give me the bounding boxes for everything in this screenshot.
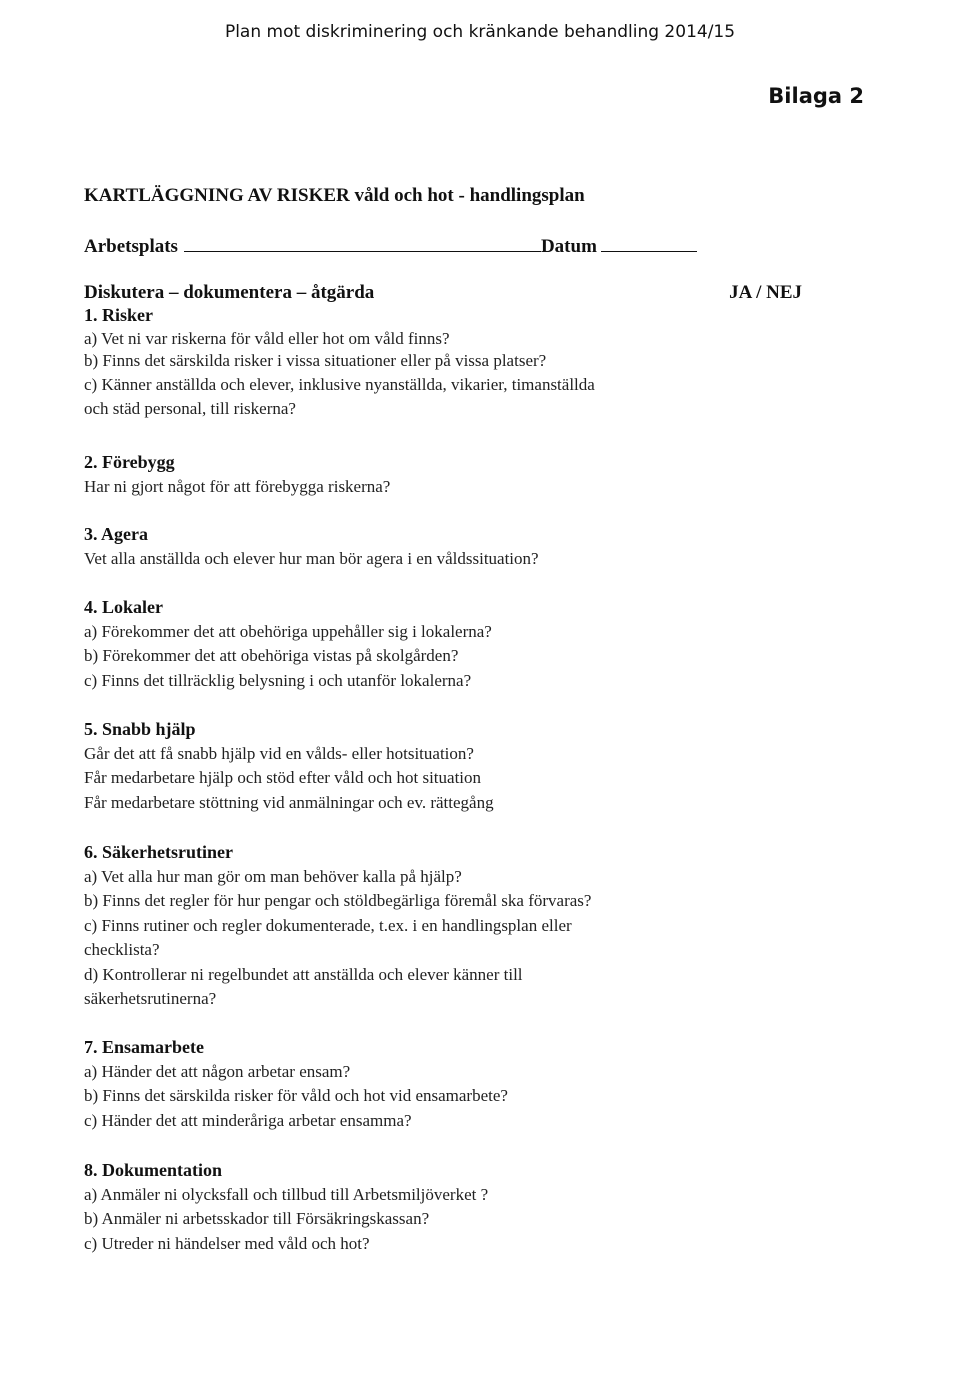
question-line: c) Finns det tillräcklig belysning i och utanför lokalerna? [84,670,472,690]
workplace-label: Arbetsplats [84,236,178,257]
section-heading: 1. Risker [84,305,153,325]
section-heading: 8. Dokumentation [84,1160,223,1180]
section-agera [84,522,724,571]
section-sakerhetsrutiner [84,840,724,1012]
section-lokaler [84,595,724,693]
question-line: c) Finns rutiner och regler dokumenterade, t.ex. i en handlingsplan eller [84,915,572,935]
discuss-label: Diskutera – dokumentera – åtgärda [84,282,375,303]
question-line: a) Vet ni var riskerna för våld eller hot om våld finns? [84,328,450,348]
section-heading: 6. Säkerhetsrutiner [84,842,233,862]
question-line: a) Vet alla hur man gör om man behöver kalla på hjälp? [84,866,462,886]
question-line: b) Finns det särskilda risker i vissa situationer eller på vissa platser? [84,350,547,370]
question-line: a) Anmäler ni olycksfall och tillbud till Arbetsmiljöverket ? [84,1184,489,1204]
question-line: säkerhetsrutinerna? [84,989,217,1008]
section-ensamarbete [84,1035,724,1133]
section-heading: 3. Agera [84,524,148,544]
section-snabb-hjalp [84,717,724,815]
question-line: b) Anmäler ni arbetsskador till Försäkringskassan? [84,1209,430,1228]
question-line: d) Kontrollerar ni regelbundet att anställda och elever känner till [84,964,523,984]
question-line: Vet alla anställda och elever hur man bör agera i en våldssituation? [84,548,539,568]
question-line: Får medarbetare stöttning vid anmälningar och ev. rättegång [84,792,494,812]
question-line: c) Känner anställda och elever, inklusive nyanställda, vikarier, timanställda [84,374,595,394]
section-dokumentation [84,1158,724,1256]
section-forebygg [84,450,724,499]
question-line: Går det att få snabb hjälp vid en vålds- eller hotsituation? [84,743,474,763]
question-line: Har ni gjort något för att förebygga riskerna? [84,476,391,496]
question-line: b) Finns det särskilda risker för våld och hot vid ensamarbete? [84,1086,508,1105]
document-title: KARTLÄGGNING AV RISKER våld och hot - handlingsplan [84,185,585,206]
section-risker [84,303,724,422]
workplace-date-row [84,233,697,258]
appendix-label: Bilaga 2 [768,84,864,108]
section-heading: 2. Förebygg [84,452,175,472]
section-heading: 4. Lokaler [84,597,163,617]
section-heading: 7. Ensamarbete [84,1037,204,1057]
question-line: a) Förekommer det att obehöriga uppehåller sig i lokalerna? [84,621,492,641]
question-line: b) Finns det regler för hur pengar och stöldbegärliga föremål ska förvaras? [84,891,592,910]
workplace-field[interactable] [184,233,541,252]
question-line: och städ personal, till riskerna? [84,399,296,418]
question-line: b) Förekommer det att obehöriga vistas på skolgården? [84,646,459,665]
date-label: Datum [540,236,597,257]
question-line: c) Händer det att minderåriga arbetar ensamma? [84,1110,412,1130]
question-line: c) Utreder ni händelser med våld och hot? [84,1233,370,1253]
section-heading: 5. Snabb hjälp [84,719,196,739]
question-line: checklista? [84,940,160,959]
question-line: a) Händer det att någon arbetar ensam? [84,1061,351,1081]
date-field[interactable] [601,233,697,252]
question-line: Får medarbetare hjälp och stöd efter våld och hot situation [84,768,482,787]
answer-column-label: JA / NEJ [729,282,802,303]
running-header: Plan mot diskriminering och kränkande behandling 2014/15 [224,22,736,42]
